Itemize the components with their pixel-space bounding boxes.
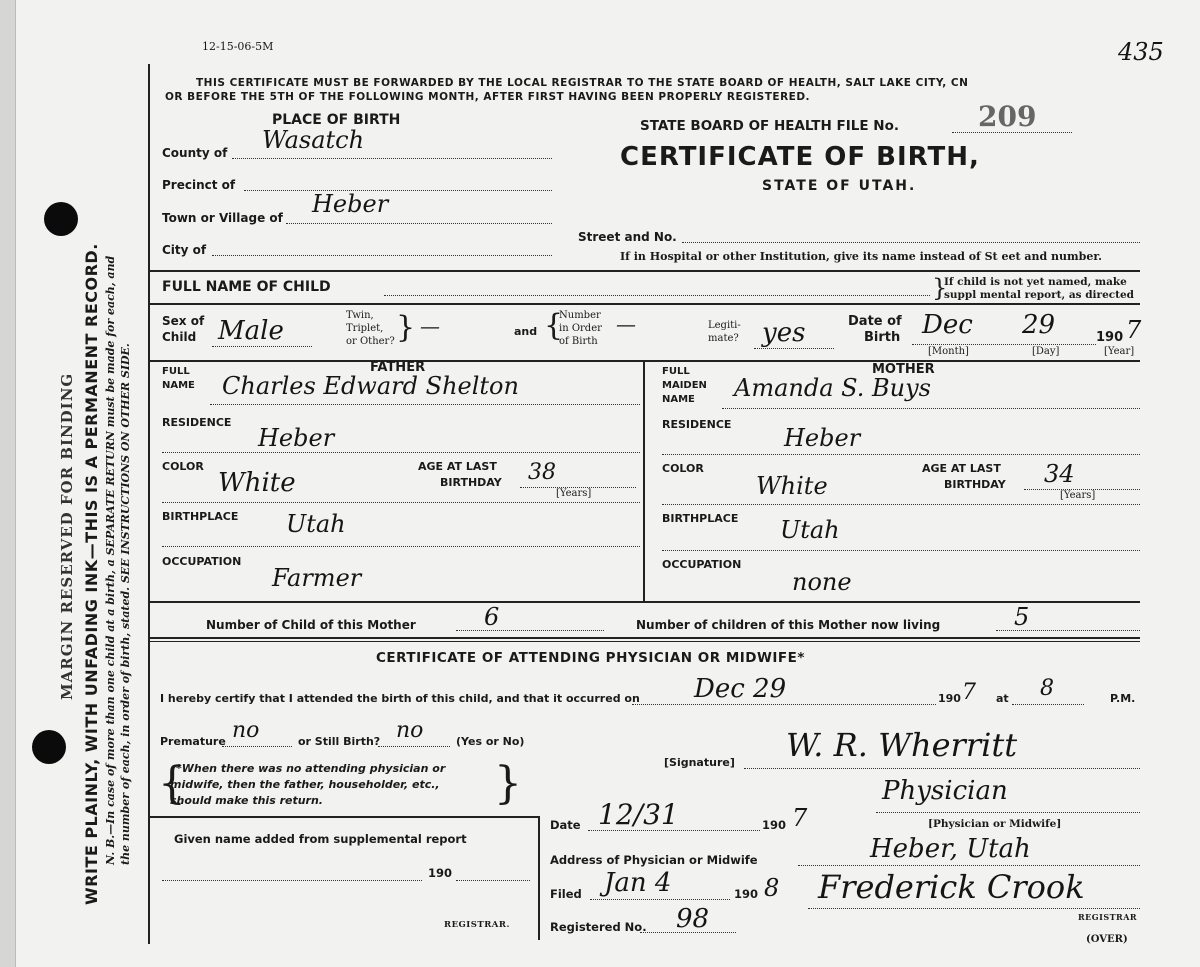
father-color-value: White [218,468,296,498]
divider-1 [150,270,1140,272]
premature-line [222,746,292,747]
mother-age-label-2: BIRTHDAY [944,478,1006,491]
address-line [798,865,1140,866]
town-line [286,223,552,224]
order-label-1: Number [559,310,601,321]
children-living-value: 5 [1014,603,1030,631]
mother-occupation-value: none [792,568,852,596]
twin-label-2: Triplet, [346,323,384,334]
not-named-bracket: } [932,274,948,302]
footnote-line3: should make this return. [170,794,323,807]
county-label: County of [162,146,228,160]
father-residence-line [162,452,640,453]
mother-color-label: COLOR [662,462,704,475]
footnote-line1: *When there was no attending physician or [176,762,446,775]
filed-year-prefix: 190 [734,887,759,901]
order-bracket: { [544,308,564,343]
place-of-birth-heading: PLACE OF BIRTH [272,112,401,128]
parents-divider [643,360,645,602]
supplemental-line [162,880,422,881]
father-birthplace-label: BIRTHPLACE [162,510,239,523]
legitimate-label-2: mate? [708,333,739,344]
binding-hole-bottom [32,730,66,764]
date-label: Date [550,818,581,832]
father-occupation-value: Farmer [272,564,362,592]
year-caption: [Year] [1104,346,1135,357]
address-value: Heber, Utah [870,834,1031,864]
occurrence-year-prefix: 190 [938,692,961,705]
child-name-line [384,295,930,296]
premature-value: no [232,718,260,743]
sex-label-1: Sex of [162,314,205,328]
mother-name-label-3: NAME [662,394,695,405]
occurrence-year-suffix: 7 [962,680,976,705]
registrar-signature-line [808,908,1140,909]
and-label: and [514,325,538,338]
dob-day: 29 [1022,310,1056,340]
physician-heading: CERTIFICATE OF ATTENDING PHYSICIAN OR MIDWIFE* [376,650,805,666]
father-name-label-1: FULL [162,366,190,377]
twin-bracket: } [396,310,416,345]
father-color-line [162,502,640,503]
forwarding-notice-line2: OR BEFORE THE 5TH OF THE FOLLOWING MONTH, AFTER FIRST HAVING BEEN PROPERLY REGISTERED. [165,91,811,103]
margin-reserved-note: MARGIN RESERVED FOR BINDING [58,372,76,700]
physician-midwife-caption: [Physician or Midwife] [928,818,1062,830]
certificate-title: CERTIFICATE OF BIRTH, [620,142,980,172]
precinct-line [244,190,552,191]
premature-label: Premature [160,735,226,748]
not-named-note-line1: If child is not yet named, make [944,276,1127,288]
filed-value: Jan 4 [604,868,672,898]
county-value: Wasatch [262,126,365,154]
father-name-line [210,404,640,405]
margin-rule [148,64,150,944]
dob-line [912,344,1096,345]
dob-label-2: Birth [864,330,901,345]
father-birthplace-value: Utah [286,510,346,538]
children-living-line [996,630,1140,631]
filed-line [590,899,730,900]
order-label-2: in Order [559,323,602,334]
sex-line [212,346,312,347]
mother-occupation-label: OCCUPATION [662,558,742,571]
child-name-label: FULL NAME OF CHILD [162,279,331,295]
mother-name-label-2: MAIDEN [662,380,707,391]
physician-title-line [876,812,1140,813]
father-heading: FATHER [370,360,426,375]
legitimate-label-1: Legiti- [708,320,741,331]
father-residence-value: Heber [258,424,335,452]
physician-title-value: Physician [882,776,1008,806]
signed-year-suffix: 7 [792,804,808,832]
over-label: (OVER) [1086,934,1128,945]
sex-label-2: Child [162,330,197,344]
mother-age-label-1: AGE AT LAST [922,462,1001,475]
registered-line [640,932,736,933]
mother-birthplace-label: BIRTHPLACE [662,512,739,525]
mother-name-label-1: FULL [662,366,690,377]
father-years-caption: [Years] [556,488,592,499]
sex-value: Male [218,316,284,346]
mother-birthplace-line [662,550,1140,551]
supplemental-year-line [456,880,530,881]
day-caption: [Day] [1032,346,1060,357]
registrar-caption: REGISTRAR [1078,912,1138,922]
child-number-line [456,630,604,631]
signed-year-prefix: 190 [762,818,787,832]
county-line [232,158,552,159]
occurrence-date-line [632,704,936,705]
address-label: Address of Physician or Midwife [550,853,758,867]
father-occupation-label: OCCUPATION [162,555,242,568]
city-line [212,255,552,256]
dob-month: Dec [922,310,973,340]
street-line [682,242,1140,243]
mother-age-value: 34 [1044,460,1075,488]
twin-value: — [420,314,440,338]
father-birthplace-line [162,546,640,547]
divider-4 [150,601,1140,603]
state-subtitle: STATE OF UTAH. [762,178,917,194]
stillbirth-value: no [396,718,424,743]
legitimate-line [754,348,834,349]
precinct-label: Precinct of [162,178,236,192]
file-number-label: STATE BOARD OF HEALTH FILE No. [640,118,899,134]
father-residence-label: RESIDENCE [162,416,232,429]
binding-hole-top [44,202,78,236]
form-number: 12-15-06-5M [202,40,274,53]
father-name-label-2: NAME [162,380,195,391]
filed-label: Filed [550,887,582,901]
twin-label-3: or Other? [346,336,395,347]
children-living-label: Number of children of this Mother now living [636,618,941,632]
yes-no-label: (Yes or No) [456,735,525,748]
footnote-line2: midwife, then the father, householder, etc., [170,778,440,791]
supplemental-label: Given name added from supplemental report [174,832,467,846]
signature-line [744,768,1140,769]
separate-return-note-line1: N. B.—In case of more than one child at a birth, a SEPARATE RETURN must be made for each, and [104,255,117,865]
mother-birthplace-value: Utah [780,516,840,544]
corner-annotation: 435 [1118,38,1164,66]
supplemental-year-prefix: 190 [428,866,453,880]
registered-label: Registered No. [550,920,647,934]
mother-heading: MOTHER [872,362,935,377]
hospital-note: If in Hospital or other Institution, give its name instead of St eet and number. [620,250,1102,263]
torn-edge [0,0,16,967]
father-age-value: 38 [528,460,556,485]
signature-label: [Signature] [664,756,735,769]
signed-date-value: 12/31 [598,798,679,831]
town-value: Heber [312,190,389,218]
footnote-open-bracket: { [158,758,186,809]
father-age-label-1: AGE AT LAST [418,460,497,473]
stillbirth-label: or Still Birth? [298,735,381,748]
month-caption: [Month] [928,346,969,357]
legitimate-value: yes [762,318,806,348]
not-named-note-line2: suppl mental report, as directed [944,289,1135,301]
divider-3 [150,360,1140,362]
father-color-label: COLOR [162,460,204,473]
stillbirth-line [378,746,450,747]
dob-label-1: Date of [848,314,902,329]
footnote-close-bracket: } [494,758,522,809]
father-name-value: Charles Edward Shelton [222,372,519,400]
mother-color-value: White [756,472,828,500]
file-number-value: 209 [978,100,1037,133]
certify-statement: I hereby certify that I attended the birth of this child, and that it occurred on [160,692,640,705]
permanent-record-instruction: WRITE PLAINLY, WITH UNFADING INK—THIS IS A PERMANENT RECORD. [82,243,101,905]
mother-residence-line [662,454,1140,455]
mother-name-line [722,408,1140,409]
at-label: at [996,692,1009,705]
pm-label: P.M. [1110,692,1136,705]
mother-color-line [662,504,1140,505]
town-label: Town or Village of [162,211,283,225]
child-number-label: Number of Child of this Mother [206,618,416,632]
time-value: 8 [1040,676,1054,701]
forwarding-notice-line1: THIS CERTIFICATE MUST BE FORWARDED BY THE LOCAL REGISTRAR TO THE STATE BOARD OF HEALTH, SALT LAKE CITY, CN [196,77,969,89]
signed-date-line [588,830,760,831]
divider-2 [150,303,1140,305]
mother-residence-label: RESIDENCE [662,418,732,431]
father-age-label-2: BIRTHDAY [440,476,502,489]
time-line [1012,704,1084,705]
child-number-value: 6 [484,603,500,631]
separate-return-note-line2: the number of each, in order of birth, stated. SEE INSTRUCTIONS ON OTHER SIDE. [119,343,132,865]
order-label-3: of Birth [559,336,598,347]
mother-years-caption: [Years] [1060,490,1096,501]
file-number-line [952,132,1072,133]
registrar-signature: Frederick Crook [818,868,1085,906]
twin-label-1: Twin, [346,310,374,321]
physician-signature: W. R. Wherritt [786,726,1018,764]
dob-year-suffix: 7 [1126,316,1142,344]
mother-residence-value: Heber [784,424,861,452]
supplemental-registrar-label: REGISTRAR. [444,920,510,930]
dob-year-prefix: 190 [1096,330,1124,345]
filed-year-suffix: 8 [764,874,780,902]
mother-name-value: Amanda S. Buys [734,374,931,402]
occurrence-date-value: Dec 29 [694,674,787,704]
street-label: Street and No. [578,230,677,244]
registered-value: 98 [676,904,710,934]
divider-5 [150,637,1140,639]
city-label: City of [162,243,207,257]
divider-5b [150,641,1140,642]
order-value: — [616,312,636,336]
